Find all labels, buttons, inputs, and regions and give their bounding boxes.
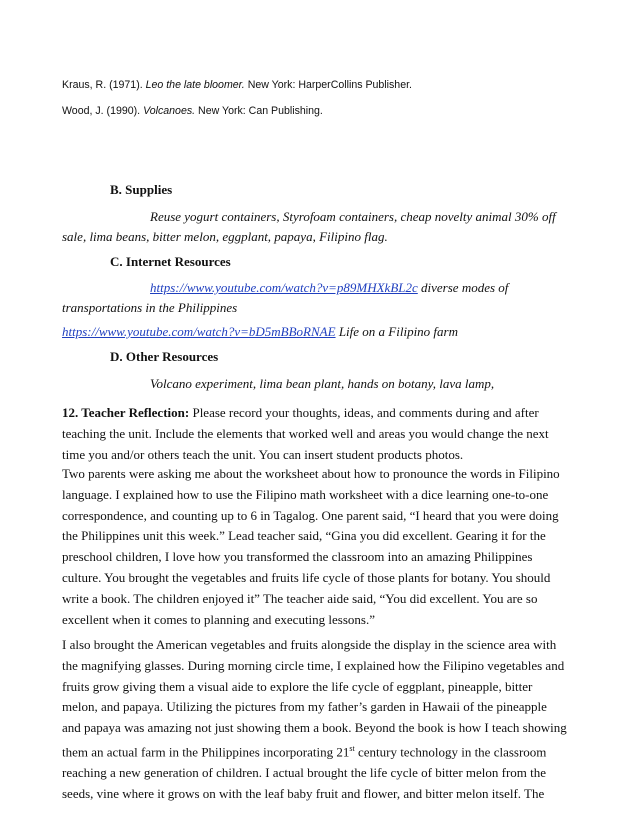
reference-author: Wood, J. (1990).	[62, 105, 144, 117]
link-description: transportations in the Philippines	[62, 300, 238, 315]
reflection-text: teaching the unit. Include the elements that worked well and areas you would change the next	[62, 426, 549, 441]
reference-author: Kraus, R. (1971).	[62, 79, 146, 91]
reference-publisher: New York: Can Publishing.	[195, 105, 323, 117]
reference-kraus	[62, 79, 412, 92]
reference-publisher: New York: HarperCollins Publisher.	[244, 79, 412, 91]
paragraph-parents	[62, 464, 560, 630]
other-resources-text: Volcano experiment, lima bean plant, hands on botany, lava lamp,	[150, 376, 495, 391]
internet-link2-block	[62, 322, 458, 342]
paragraph-line: I also brought the American vegetables and fruits alongside the display in the science area with	[62, 637, 557, 652]
youtube-link-transport[interactable]: https://www.youtube.com/watch?v=p89MHXkBL2c	[150, 280, 418, 295]
youtube-link-farm[interactable]: https://www.youtube.com/watch?v=bD5mBBoRNAE	[62, 324, 336, 339]
paragraph-line: the magnifying glasses. During morning circle time, I explained how the Filipino vegetables and	[62, 657, 565, 673]
reflection-text: time you and/or others teach the unit. You can insert student products photos.	[62, 447, 464, 462]
paragraph-line: the Philippines unit this week.” Lead teacher said, “Gina you did excellent. Gearing it for the	[62, 528, 546, 544]
reflection-text: Please record your thoughts, ideas, and comments during and after	[189, 405, 539, 420]
line-text: them an actual farm in the Philippines incorporating 21	[62, 744, 350, 760]
paragraph-line: fruits grow giving them a visual aide to explore the life cycle of eggplant, pineapple, bitter	[62, 678, 533, 694]
link-description: Life on a Filipino farm	[335, 324, 458, 339]
reference-title: Leo the late bloomer.	[145, 79, 245, 91]
internet-link1-block	[62, 278, 508, 318]
paragraph-line: and papaya was amazing not just showing them a book. Beyond the book is how I teach showing	[62, 720, 567, 736]
paragraph-line: seeds, vine where it grows on with the leaf baby fruit and flower, and bitter melon itself. The	[62, 785, 545, 801]
other-resources-heading: D. Other Resources	[110, 349, 219, 364]
paragraph-vegetables	[62, 635, 567, 805]
link-description: diverse modes of	[417, 280, 509, 295]
internet-heading: C. Internet Resources	[110, 254, 231, 269]
paragraph-line: write a book. The children enjoyed it” The teacher aide said, “You did excellent. You are so	[62, 590, 538, 606]
supplies-text	[62, 207, 556, 247]
reference-title: Volcanoes.	[143, 105, 196, 117]
supplies-line: sale, lima beans, bitter melon, eggplant, papaya, Filipino flag.	[62, 229, 388, 244]
reflection-label: 12. Teacher Reflection:	[62, 405, 190, 420]
reference-wood	[62, 105, 323, 118]
paragraph-line: reaching a new generation of children. I actual brought the life cycle of bitter melon from the	[62, 765, 547, 781]
paragraph-line: correspondence, and counting up to 6 in Tagalog. One parent said, “I heard that you were doing	[62, 507, 559, 523]
paragraph-line: culture. You brought the vegetables and fruits life cycle of those plants for botany. You should	[62, 569, 551, 585]
paragraph-line: Two parents were asking me about the worksheet about how to pronounce the words in Filipino	[62, 466, 560, 481]
paragraph-line	[62, 739, 567, 763]
teacher-reflection	[62, 402, 549, 465]
supplies-line: Reuse yogurt containers, Styrofoam containers, cheap novelty animal 30% off	[150, 209, 556, 224]
ordinal-suffix: st	[349, 743, 355, 753]
supplies-heading: B. Supplies	[110, 182, 173, 197]
line-text: century technology in the classroom	[354, 744, 547, 760]
paragraph-line: preschool children, I love how you transformed the classroom into an amazing Philippines	[62, 549, 533, 565]
paragraph-line: excellent when it comes to planning and executing lessons.”	[62, 611, 375, 627]
paragraph-line: language. I explained how to use the Filipino math worksheet with a dice learning one-to-one	[62, 486, 549, 502]
paragraph-line: melon, and papaya. Utilizing the pictures from my father’s garden in Hawaii of the pineapple	[62, 699, 547, 715]
